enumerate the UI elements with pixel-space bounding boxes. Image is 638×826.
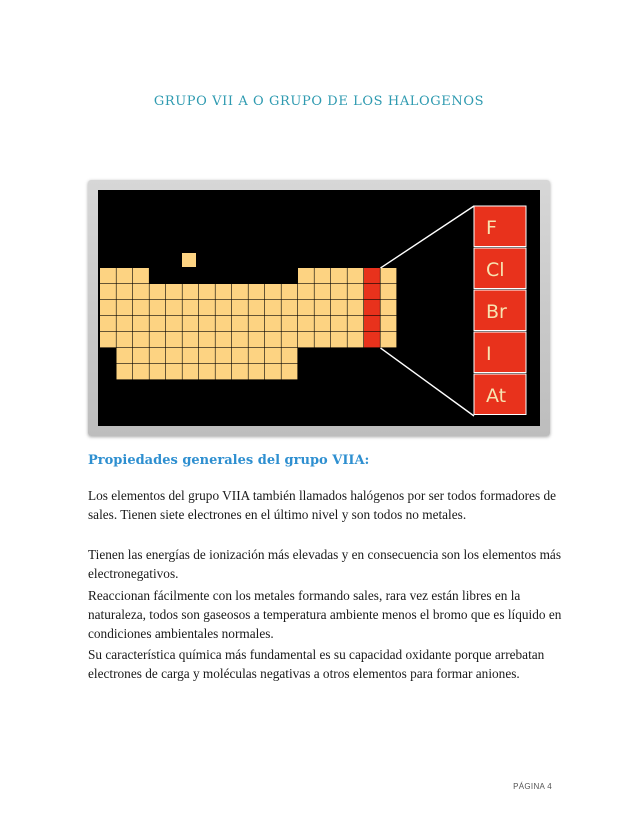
table-cell: [117, 268, 133, 283]
table-cell: [199, 364, 215, 379]
table-cell: [282, 284, 298, 299]
table-cell: [216, 300, 232, 315]
table-cell: [183, 332, 199, 347]
element-box: [474, 332, 526, 373]
table-cell: [298, 316, 314, 331]
table-cell: [315, 284, 331, 299]
halogen-cell: [364, 268, 380, 283]
table-cell: [117, 316, 133, 331]
table-cell: [331, 300, 347, 315]
element-symbol: Br: [486, 301, 507, 323]
table-cell: [282, 364, 298, 379]
table-cell: [315, 332, 331, 347]
periodic-table-figure: [88, 180, 550, 436]
paragraph-2: Tienen las energías de ionización más elevadas y en consecuencia son los elementos más electronegativos.: [88, 547, 562, 581]
table-cell: [183, 364, 199, 379]
table-cell: [216, 316, 232, 331]
table-cell: [216, 364, 232, 379]
table-cell: [249, 284, 265, 299]
table-cell: [331, 284, 347, 299]
table-cell: [166, 316, 182, 331]
table-cell: [133, 300, 149, 315]
table-cell: [381, 300, 397, 315]
halogen-cell: [364, 332, 380, 347]
table-cell: [265, 300, 281, 315]
element-symbol: Cl: [486, 259, 505, 281]
table-cell: [133, 316, 149, 331]
table-cell: [282, 316, 298, 331]
table-cell: [381, 316, 397, 331]
table-cell: [166, 332, 182, 347]
table-cell: [282, 348, 298, 363]
table-cell: [298, 300, 314, 315]
table-cell: [232, 316, 248, 331]
table-cell: [183, 316, 199, 331]
element-i: [474, 332, 526, 373]
table-cell: [216, 348, 232, 363]
table-cell: [166, 364, 182, 379]
table-cell: [265, 316, 281, 331]
table-cell: [199, 300, 215, 315]
table-cell: [133, 364, 149, 379]
table-cell: [216, 284, 232, 299]
periodic-table-graphic: [88, 180, 550, 436]
table-cell: [150, 364, 166, 379]
table-cell: [199, 332, 215, 347]
table-cell: [100, 300, 116, 315]
table-cell: [133, 268, 149, 283]
table-cell: [117, 300, 133, 315]
table-cell: [166, 300, 182, 315]
table-cell: [216, 332, 232, 347]
table-cell: [265, 364, 281, 379]
table-cell: [249, 332, 265, 347]
table-cell: [166, 284, 182, 299]
paragraph-1: Los elementos del grupo VIIA también llamados halógenos por ser todos formadores de sales. Tienen siete electrones en el último nivel y son todos no metales.: [88, 488, 556, 522]
table-cell: [183, 348, 199, 363]
table-cell: [183, 284, 199, 299]
table-cell: [100, 332, 116, 347]
table-cell: [150, 300, 166, 315]
page-title: GRUPO VII A O GRUPO DE LOS HALOGENOS: [153, 94, 485, 109]
table-cell: [315, 268, 331, 283]
element-symbol: At: [486, 385, 507, 407]
table-cell: [199, 284, 215, 299]
table-cell: [348, 284, 364, 299]
table-cell: [166, 348, 182, 363]
table-cell: [331, 332, 347, 347]
table-cell: [381, 332, 397, 347]
halogen-cell: [364, 316, 380, 331]
table-cell: [298, 268, 314, 283]
section-heading: Propiedades generales del grupo VIIA:: [88, 453, 370, 468]
table-cell: [249, 364, 265, 379]
table-cell: [133, 332, 149, 347]
table-cell: [133, 284, 149, 299]
table-cell: [117, 348, 133, 363]
table-cell: [232, 332, 248, 347]
table-cell: [331, 268, 347, 283]
table-cell: [331, 316, 347, 331]
table-cell: [315, 300, 331, 315]
table-cell: [232, 300, 248, 315]
element-f: [474, 206, 526, 247]
paragraph-4: Su característica química más fundamental es su capacidad oxidante porque arrebatan electrones de carga y moléculas negativas a otros elementos para formar aniones.: [88, 647, 545, 681]
table-cell: [315, 316, 331, 331]
table-cell: [100, 316, 116, 331]
element-cl: [474, 248, 526, 289]
table-cell: [348, 332, 364, 347]
table-cell: [298, 284, 314, 299]
table-cell: [348, 316, 364, 331]
page-number: PÁGINA 4: [513, 782, 552, 791]
table-cell: [381, 268, 397, 283]
table-cell: [265, 284, 281, 299]
table-cell: [249, 300, 265, 315]
table-cell: [282, 332, 298, 347]
table-cell: [117, 364, 133, 379]
element-at: [474, 374, 526, 415]
table-cell: [117, 284, 133, 299]
table-cell: [249, 348, 265, 363]
table-cell: [199, 348, 215, 363]
table-cell: [100, 284, 116, 299]
table-cell: [282, 300, 298, 315]
element-symbol: F: [486, 217, 497, 239]
paragraph-3: Reaccionan fácilmente con los metales formando sales, rara vez están libres en la naturaleza, todos son gaseosos a temperatura ambiente menos el bromo que es líquido en condiciones ambientales normales.: [88, 588, 562, 641]
table-cell: [150, 348, 166, 363]
table-cell: [133, 348, 149, 363]
table-cell: [150, 316, 166, 331]
element-box: [474, 206, 526, 247]
table-cell: [232, 284, 248, 299]
table-cell: [183, 300, 199, 315]
table-cell: [348, 300, 364, 315]
table-cell: [100, 268, 116, 283]
element-br: [474, 290, 526, 331]
table-cell: [249, 316, 265, 331]
element-symbol: I: [486, 343, 492, 365]
table-cell: [348, 268, 364, 283]
table-cell: [117, 332, 133, 347]
table-cell: [232, 348, 248, 363]
table-cell: [265, 348, 281, 363]
table-cell: [199, 316, 215, 331]
table-cell: [232, 364, 248, 379]
table-cell: [381, 284, 397, 299]
halogen-cell: [364, 284, 380, 299]
table-cell: [265, 332, 281, 347]
table-cell: [150, 284, 166, 299]
halogen-cell: [364, 300, 380, 315]
lone-cell: [182, 253, 196, 267]
table-cell: [298, 332, 314, 347]
table-cell: [150, 332, 166, 347]
